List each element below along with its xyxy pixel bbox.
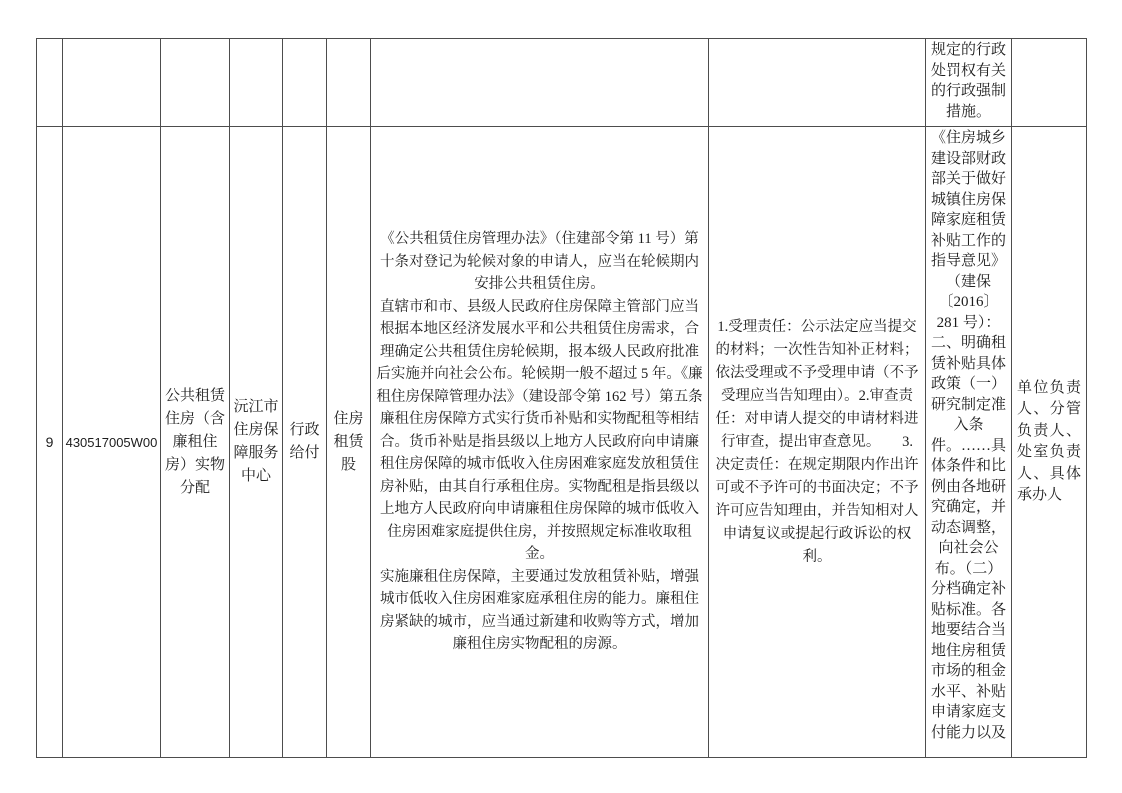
- power-list-table: [36, 38, 1087, 758]
- cell-policy-basis-tail: 规定的行政处罚权有关的行政强制措施。: [926, 39, 1012, 127]
- empty-cell: [283, 39, 327, 127]
- empty-cell: [37, 39, 63, 127]
- empty-cell: [1012, 39, 1087, 127]
- cell-accountability-targets: 单位负责人、分管负责人、处室负责人、具体承办人: [1012, 127, 1087, 758]
- empty-cell: [230, 39, 283, 127]
- legal-basis-paragraph: 实施廉租住房保障，主要通过发放租赁补贴，增强城市低收入住房困难家庭承租住房的能力。廉租住房紧缺的城市，应当通过新建和收购等方式，增加廉租住房实物配租的房源。: [380, 568, 699, 653]
- legal-basis-paragraph: 廉租住房保障方式实行货币补贴和实物配租等相结合。货币补贴是指县级以上地方人民政府向申请廉租住房保障的城市低收入住房困难家庭发放租赁住房补贴，由其自行承租住房。实物配租是指县级以上地方人民政府向申请廉租住房保障的城市低收入住房困难家庭提供住房，并按照规定标准收取租金。: [380, 411, 699, 563]
- cell-responsible-department: 住房租赁股: [327, 127, 371, 758]
- cell-implementing-agency: 沅江市住房保障服务中心: [230, 127, 283, 758]
- empty-cell: [161, 39, 230, 127]
- legal-basis-paragraph: 《公共租赁住房管理办法》（住建部令第 11 号）第十条对登记为轮候对象的申请人，应当在轮候期内安排公共租赁住房。: [380, 231, 699, 293]
- legal-basis-paragraph: 直辖市和市、县级人民政府住房保障主管部门应当根据本地区经济发展水平和公共租赁住房需求，合理确定公共租赁住房轮候期，报本级人民政府批准后实施并向社会公布。轮候期一般不超过 5 年。《廉租住房保障管理办法》（建设部令第 162 号）第五条: [376, 298, 703, 405]
- cell-item-name: 公共租赁住房（含廉租住房）实物分配: [161, 127, 230, 758]
- empty-cell: [371, 39, 709, 127]
- policy-basis-text: 《住房城乡建设部财政部关于做好城镇住房保障家庭租赁补贴工作的指导意见》（建保〔2016〕281 号）：二、明确租赁补贴具体政策（一）研究制定准入条件。……具体条件和比例由各地研究确定，并动态调整，向社会公布。（二）分档确定补贴标准。各地要结合当地住房租赁市场的租金水平、补贴申请家庭支付能力以及: [930, 130, 1006, 741]
- cell-seq-number: 9: [37, 127, 63, 758]
- empty-cell: [709, 39, 926, 127]
- cell-legal-basis: [371, 127, 709, 758]
- table-row-carryover: [37, 39, 1087, 127]
- cell-power-type: 行政给付: [283, 127, 327, 758]
- cell-item-code: 430517005W00: [63, 127, 161, 758]
- cell-responsibility-items: 1.受理责任：公示法定应当提交的材料；一次性告知补正材料；依法受理或不予受理申请（不予受理应当告知理由）。2.审查责任：对申请人提交的申请材料进行审查，提出审查意见。 3.决定责任：在规定期限内作出许可或不予许可的书面决定；不予许可应告知理由，并告知相对人申请复议或提起行政诉讼的权利。: [709, 127, 926, 758]
- cell-policy-basis: [926, 127, 1012, 758]
- empty-cell: [63, 39, 161, 127]
- table-row-item-9: [37, 127, 1087, 758]
- empty-cell: [327, 39, 371, 127]
